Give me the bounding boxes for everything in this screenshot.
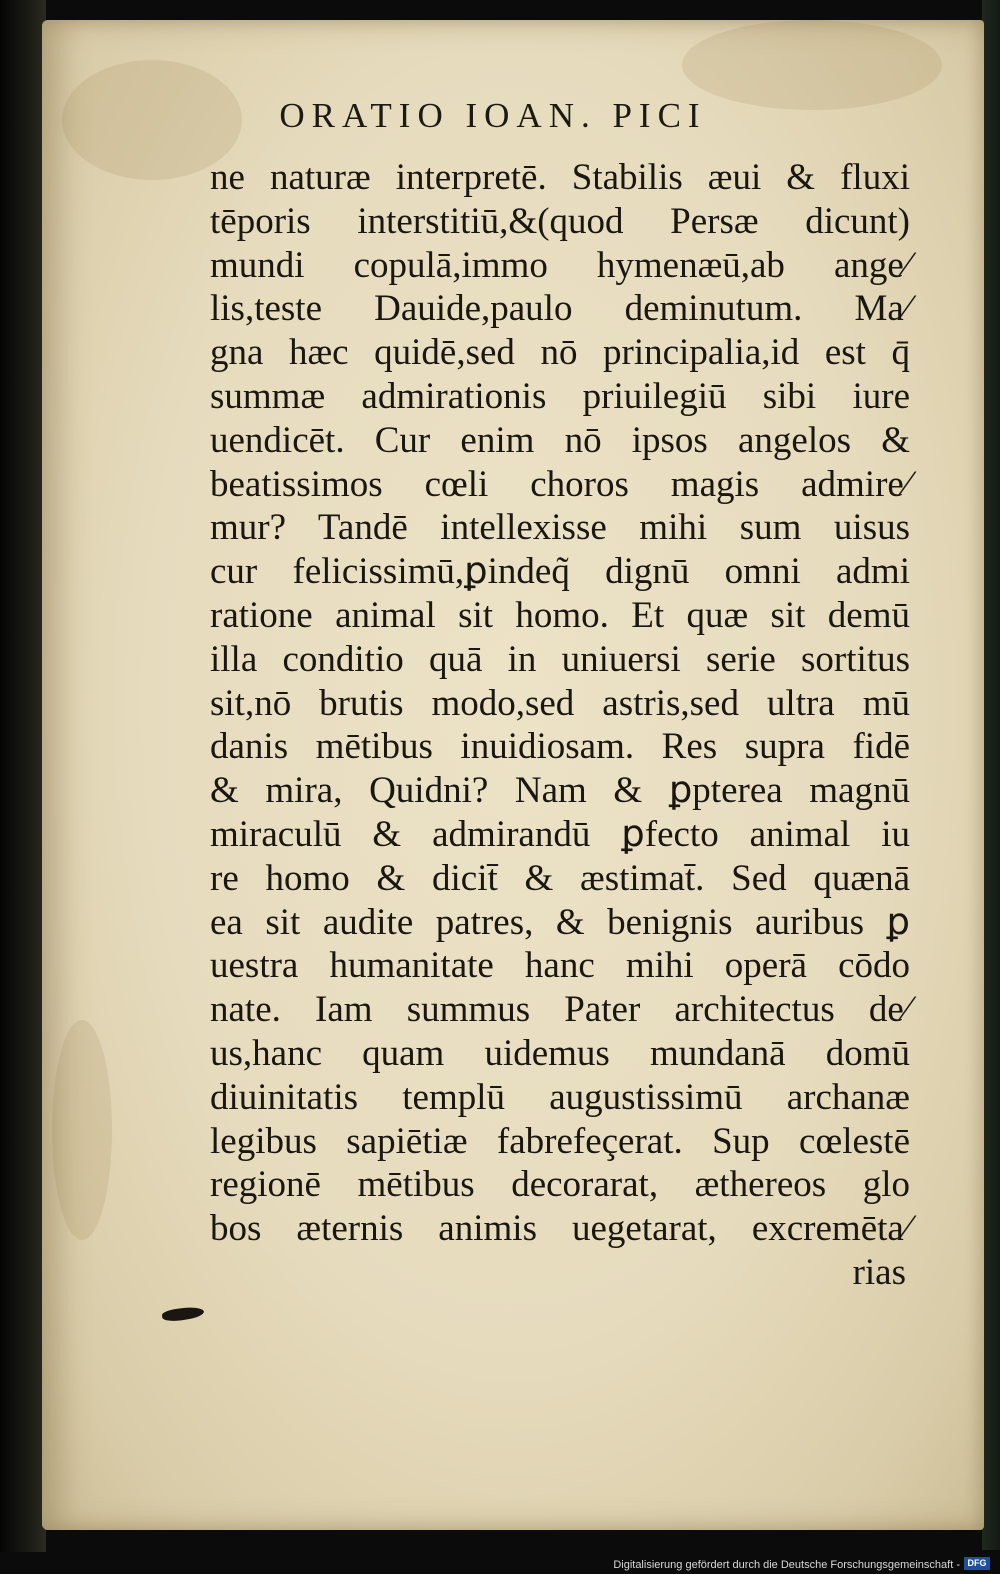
running-head: ORATIO IOAN. PICI <box>279 96 707 135</box>
footer-bar <box>0 1552 1000 1574</box>
text-line: ea sit audite patres, & benignis auribus ꝑ <box>210 901 910 943</box>
text-line: illa conditio quā in uniuersi serie sortitus <box>210 638 910 680</box>
text-line: lis,teste Dauide,paulo deminutum. Ma⁄ <box>210 288 910 330</box>
text-line: summæ admirationis priuilegiū sibi iure <box>210 375 910 417</box>
text-line: ratione animal sit homo. Et quæ sit demū <box>210 594 910 636</box>
text-line: beatissimos cœli choros magis admire⁄ <box>210 463 910 505</box>
paper-stain <box>52 1020 112 1240</box>
book-page <box>42 20 984 1530</box>
text-line: bos æternis animis uegetarat, excremēta⁄ <box>210 1208 910 1250</box>
funding-credit: Digitalisierung gefördert durch die Deutsche Forschungsgemeinschaft - <box>613 1559 960 1571</box>
dfg-logo-icon: DFG <box>964 1557 990 1570</box>
catchword: rias <box>852 1251 906 1293</box>
text-line: mundi copulā,immo hymenæū,ab ange⁄ <box>210 244 910 286</box>
text-line: re homo & dicit̄ & æstimat̄. Sed quænā <box>210 857 910 899</box>
book-cover-edge <box>982 0 1000 1550</box>
ink-blot-mark <box>161 1305 204 1323</box>
text-line: sit,nō brutis modo,sed astris,sed ultra mū <box>210 682 910 724</box>
text-line: uendicēt. Cur enim nō ipsos angelos & <box>210 419 910 461</box>
text-line: diuinitatis templū augustissimū archanæ <box>210 1076 910 1118</box>
text-line: danis mētibus inuidiosam. Res supra fidē <box>210 726 910 768</box>
text-line: legibus sapiētiæ fabrefeçerat. Sup cœlestē <box>210 1120 910 1162</box>
book-binding-edge <box>0 0 46 1574</box>
text-line: mur? Tandē intellexisse mihi sum uisus <box>210 507 910 549</box>
text-line: & mira, Quidni? Nam & ꝑpterea magnū <box>210 770 910 812</box>
text-line: ne naturæ interpretē. Stabilis æui & fluxi <box>210 157 910 198</box>
text-line: miraculū & admirandū ꝑfecto animal iu <box>210 813 910 855</box>
text-line: tēporis interstitiū,&(quod Persæ dicunt) <box>210 200 910 242</box>
text-line: gna hæc quidē,sed nō principalia,id est q̄ <box>210 332 910 374</box>
text-line: uestra humanitate hanc mihi operā cōdo <box>210 945 910 987</box>
text-line: nate. Iam summus Pater architectus de⁄ <box>210 989 910 1031</box>
text-line: cur felicissimū,ꝑindeq̃ dignū omni admi <box>210 551 910 593</box>
text-line: us,hanc quam uidemus mundanā domū <box>210 1032 910 1074</box>
text-block <box>210 156 910 1295</box>
text-line: regionē mētibus decorarat, æthereos glo <box>210 1164 910 1206</box>
